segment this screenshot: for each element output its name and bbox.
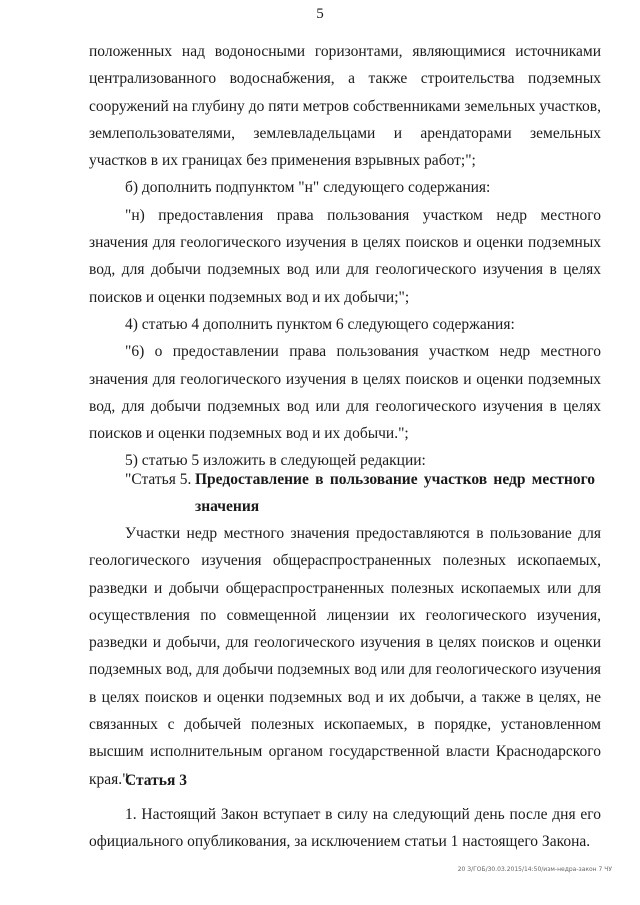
footer-stamp: 20 З/ГОБ/30.03.2015/14:50/изм-недра-закон 7 ЧУ (457, 866, 612, 873)
paragraph-continuation: положенных над водоносными горизонтами, являющимися источниками централизованного водоснабжения, а также строительства подземных сооружений на глубину до пяти метров собственниками земельных участков, землепользователями, землевладельцами и арендаторами земельных участков в их границах без применения взрывных работ;"; (89, 43, 601, 170)
paragraph-item-4: 4) статью 4 дополнить пунктом 6 следующего содержания: (125, 315, 515, 333)
page-number: 5 (316, 6, 324, 22)
paragraph-subitem-b: б) дополнить подпунктом "н" следующего содержания: (125, 179, 491, 197)
text-block-top (89, 38, 601, 475)
paragraph-quoted-n: "н) предоставления права пользования участком недр местного значения для геологического изучения в целях поисков и оценки подземных вод, для добычи подземных вод или для геологического изучения в целях поисков и оценки подземных вод и их добычи;"; (89, 206, 601, 306)
text-block-article-3 (89, 801, 601, 856)
text-block-article-5 (89, 520, 601, 793)
paragraph-quoted-6: "6) о предоставлении права пользования участком недр местного значения для геологического изучения в целях поисков и оценки подземных вод, для добычи подземных вод или для геологического изучения в целях поисков и оценки подземных вод и их добычи."; (89, 343, 601, 443)
article-5-title: Предоставление в пользование участков недр местного значения (195, 471, 595, 516)
article-5-label: "Статья 5. (125, 471, 192, 488)
paragraph-article-5-body: Участки недр местного значения предоставляются в пользование для геологического изучения общераспространенных полезных ископаемых, разведки и добычи общераспространенных полезных ископаемых или для осуществления по совмещенной лицензии их геологического изучения, разведки и добычи, для геологического изучения в целях поисков и оценки подземных вод, для добычи подземных вод или для геологического изучения в целях поисков и оценки подземных вод и их добычи, а также в целях, не связанных с добычей полезных ископаемых, в порядке, установленном высшим исполнительным органом государственной власти Краснодарского края.". (89, 525, 601, 788)
paragraph-item-5: 5) статью 5 изложить в следующей редакции: (125, 452, 426, 470)
article-5-heading (125, 466, 601, 521)
paragraph-article-3-item-1: 1. Настоящий Закон вступает в силу на следующий день после дня его официального опубликования, за исключением статьи 1 настоящего Закона. (89, 806, 601, 851)
section-title-article-3: Статья 3 (125, 772, 187, 789)
